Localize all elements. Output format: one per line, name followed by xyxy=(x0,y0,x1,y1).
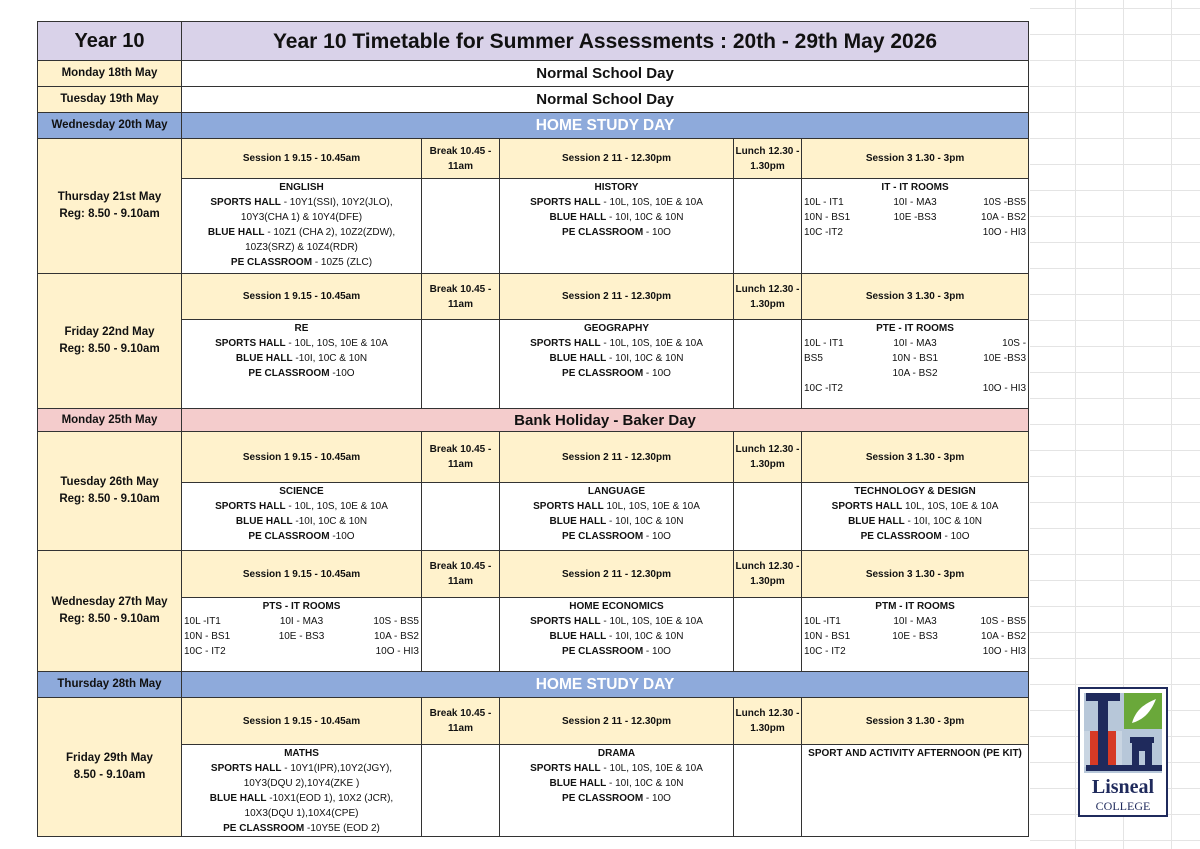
session-header-row xyxy=(38,432,1029,483)
home-study-banner: HOME STUDY DAY xyxy=(182,113,1029,139)
session-2-cell xyxy=(500,179,734,274)
session-3-cell xyxy=(802,179,1029,274)
day-label-line: Reg: 8.50 - 9.10am xyxy=(59,613,160,625)
break-cell xyxy=(422,179,500,274)
venue-name: SPORTS HALL xyxy=(210,763,282,774)
session-2-header: Session 2 11 - 12.30pm xyxy=(500,432,734,483)
venue-line xyxy=(182,791,421,806)
room-allocation-row xyxy=(802,195,1028,210)
venue-line xyxy=(182,195,421,210)
subject-title: LANGUAGE xyxy=(587,486,646,497)
day-label xyxy=(38,139,182,274)
day-label xyxy=(38,698,182,837)
subject-title: HOME ECONOMICS xyxy=(569,601,664,612)
session-3-header: Session 3 1.30 - 3pm xyxy=(802,139,1029,179)
day-label xyxy=(38,409,182,432)
session-2-header: Session 2 11 - 12.30pm xyxy=(500,698,734,745)
session-2-header: Session 2 11 - 12.30pm xyxy=(500,139,734,179)
room-allocation-row xyxy=(802,366,1028,381)
venue-classes: - 10L, 10S, 10E & 10A xyxy=(600,197,703,208)
venue-classes: 10X3(DQU 1),10X4(CPE) xyxy=(244,808,359,819)
venue-name: BLUE HALL xyxy=(549,353,607,364)
session-3-header: Session 3 1.30 - 3pm xyxy=(802,698,1029,745)
normal-day-banner: Normal School Day xyxy=(182,87,1029,113)
room-allocation: 10C -IT2 xyxy=(804,227,843,238)
venue-name: BLUE HALL xyxy=(207,227,265,238)
room-allocation: 10S - BS5 xyxy=(373,616,419,627)
session-2-cell xyxy=(500,483,734,551)
venue-name: BLUE HALL xyxy=(848,516,905,527)
lunch-cell xyxy=(734,179,802,274)
session-2-header: Session 2 11 - 12.30pm xyxy=(500,551,734,598)
session-3-header: Session 3 1.30 - 3pm xyxy=(802,432,1029,483)
session-body-row xyxy=(38,483,1029,551)
day-label-line: Reg: 8.50 - 9.10am xyxy=(59,493,160,505)
session-1-cell xyxy=(182,320,422,409)
room-allocation: 10E -BS3 xyxy=(983,353,1027,364)
normal-day-banner: Normal School Day xyxy=(182,61,1029,87)
subject-title: PTE - IT ROOMS xyxy=(876,323,954,334)
venue-line xyxy=(802,514,1028,529)
venue-classes: - 10L, 10S, 10E & 10A xyxy=(600,616,703,627)
venue-classes: - 10L, 10S, 10E & 10A xyxy=(285,501,388,512)
subject-title: HISTORY xyxy=(594,182,639,193)
day-label xyxy=(38,87,182,113)
lunch-header: Lunch 12.30 - 1.30pm xyxy=(734,551,802,598)
svg-text:COLLEGE: COLLEGE xyxy=(1095,799,1151,813)
break-cell xyxy=(422,745,500,837)
venue-line xyxy=(182,499,421,514)
break-header: Break 10.45 - 11am xyxy=(422,698,500,745)
session-header-row xyxy=(38,551,1029,598)
room-allocation-row xyxy=(802,629,1028,644)
day-label-line: Tuesday 19th May xyxy=(60,93,159,105)
session-3-cell xyxy=(802,320,1029,409)
venue-classes: - 10O xyxy=(643,227,671,238)
session-header-row xyxy=(38,139,1029,179)
day-label-line: Wednesday 27th May xyxy=(51,596,168,608)
room-allocation: 10I - MA3 xyxy=(893,616,937,627)
room-allocation-row xyxy=(802,381,1028,396)
subject-title: IT - IT ROOMS xyxy=(881,182,949,193)
venue-name: BLUE HALL xyxy=(549,212,607,223)
venue-line xyxy=(500,529,733,544)
day-row-bank xyxy=(38,409,1029,432)
venue-name: BLUE HALL xyxy=(549,631,607,642)
venue-classes: 10L, 10S, 10E & 10A xyxy=(902,501,999,512)
room-allocation: 10N - BS1 xyxy=(804,212,851,223)
venue-name: SPORTS HALL xyxy=(533,501,604,512)
room-allocation: 10A - BS2 xyxy=(981,212,1027,223)
lunch-cell xyxy=(734,483,802,551)
venue-line xyxy=(182,806,421,821)
session-1-header: Session 1 9.15 - 10.45am xyxy=(182,551,422,598)
subject-title: MATHS xyxy=(284,748,319,759)
room-allocation xyxy=(878,225,952,240)
room-allocation: BS5 xyxy=(804,353,823,364)
day-label-line: Friday 22nd May xyxy=(64,326,155,338)
session-header-row xyxy=(38,698,1029,745)
session-3-cell xyxy=(802,483,1029,551)
day-label xyxy=(38,672,182,698)
session-1-header: Session 1 9.15 - 10.45am xyxy=(182,139,422,179)
day-row-plain xyxy=(38,61,1029,87)
session-1-cell xyxy=(182,745,422,837)
venue-classes: - 10O xyxy=(643,646,671,657)
day-row-home xyxy=(38,672,1029,698)
venue-classes: - 10L, 10S, 10E & 10A xyxy=(600,338,703,349)
room-allocation-row xyxy=(802,225,1028,240)
subject-title: PTS - IT ROOMS xyxy=(262,601,341,612)
venue-line xyxy=(182,529,421,544)
room-allocation xyxy=(262,644,340,659)
venue-name: PE CLASSROOM xyxy=(230,257,313,268)
venue-classes: - 10Y1(SSI), 10Y2(JLO), xyxy=(280,197,393,208)
room-allocation: 10S - BS5 xyxy=(980,616,1027,627)
day-label-line: Friday 29th May xyxy=(66,752,153,764)
day-label xyxy=(38,274,182,409)
venue-line xyxy=(802,529,1028,544)
room-allocation: 10C - IT2 xyxy=(804,646,846,657)
venue-classes: - 10O xyxy=(643,793,671,804)
venue-name: SPORTS HALL xyxy=(530,763,601,774)
subject-title: SCIENCE xyxy=(279,486,324,497)
venue-name: SPORTS HALL xyxy=(210,197,281,208)
venue-line xyxy=(182,351,421,366)
venue-classes: - 10I, 10C & 10N xyxy=(606,212,684,223)
room-allocation xyxy=(804,366,878,381)
venue-classes: - 10Z1 (CHA 2), 10Z2(ZDW), xyxy=(264,227,396,238)
subject-title: GEOGRAPHY xyxy=(583,323,649,334)
room-allocation: 10L -IT1 xyxy=(184,616,221,627)
day-label-line: Tuesday 26th May xyxy=(60,476,159,488)
day-label-line: Monday 18th May xyxy=(61,67,158,79)
venue-line xyxy=(182,240,421,255)
room-allocation: 10S -BS5 xyxy=(983,197,1027,208)
venue-line xyxy=(182,514,421,529)
venue-classes: - 10O xyxy=(643,531,671,542)
session-1-header: Session 1 9.15 - 10.45am xyxy=(182,274,422,320)
venue-name: BLUE HALL xyxy=(549,516,607,527)
day-label xyxy=(38,551,182,672)
session-1-header: Session 1 9.15 - 10.45am xyxy=(182,432,422,483)
room-allocation: 10E - BS3 xyxy=(278,631,325,642)
venue-classes: - 10I, 10C & 10N xyxy=(606,353,684,364)
day-label-line: 8.50 - 9.10am xyxy=(73,769,146,781)
venue-line xyxy=(802,499,1028,514)
page-title: Year 10 Timetable for Summer Assessments : 20th - 29th May 2026 xyxy=(182,22,1029,61)
session-2-cell xyxy=(500,320,734,409)
venue-line xyxy=(500,761,733,776)
session-3-header: Session 3 1.30 - 3pm xyxy=(802,551,1029,598)
venue-name: PE CLASSROOM xyxy=(562,227,644,238)
day-label-line: Reg: 8.50 - 9.10am xyxy=(59,208,160,220)
room-allocation: 10A - BS2 xyxy=(892,368,938,379)
venue-classes: - 10I, 10C & 10N xyxy=(606,631,684,642)
room-allocation xyxy=(878,644,952,659)
session-1-cell xyxy=(182,483,422,551)
session-3-cell xyxy=(802,745,1029,837)
room-allocation: 10O - HI3 xyxy=(982,383,1027,394)
venue-line xyxy=(500,514,733,529)
venue-classes: - 10Z5 (ZLC) xyxy=(312,257,373,268)
venue-line xyxy=(500,225,733,240)
subject-title: DRAMA xyxy=(597,748,636,759)
break-cell xyxy=(422,320,500,409)
venue-classes: 10Y3(CHA 1) & 10Y4(DFE) xyxy=(240,212,363,223)
venue-name: BLUE HALL xyxy=(235,516,293,527)
day-row-plain xyxy=(38,87,1029,113)
room-allocation-row xyxy=(802,644,1028,659)
room-allocation-row xyxy=(802,351,1028,366)
lunch-header: Lunch 12.30 - 1.30pm xyxy=(734,432,802,483)
room-allocation: 10I - MA3 xyxy=(279,616,324,627)
room-allocation: 10N - BS1 xyxy=(891,353,939,364)
session-body-row xyxy=(38,745,1029,837)
break-header: Break 10.45 - 11am xyxy=(422,274,500,320)
subject-title: ENGLISH xyxy=(279,182,324,193)
venue-line xyxy=(500,210,733,225)
room-allocation: 10S - xyxy=(1002,338,1027,349)
title-row xyxy=(38,22,1029,61)
venue-name: PE CLASSROOM xyxy=(248,368,330,379)
room-allocation xyxy=(878,381,952,396)
session-body-row xyxy=(38,179,1029,274)
venue-name: BLUE HALL xyxy=(549,778,607,789)
venue-line xyxy=(182,821,421,836)
venue-classes: - 10I, 10C & 10N xyxy=(606,778,684,789)
room-allocation: 10I - MA3 xyxy=(893,338,937,349)
room-allocation: 10N - BS1 xyxy=(804,631,851,642)
venue-classes: - 10O xyxy=(941,531,970,542)
venue-name: SPORTS HALL xyxy=(530,338,601,349)
lunch-cell xyxy=(734,320,802,409)
room-allocation: 10L - IT1 xyxy=(804,338,844,349)
room-allocation-row xyxy=(802,336,1028,351)
venue-classes: - 10I, 10C & 10N xyxy=(606,516,684,527)
venue-line xyxy=(182,761,421,776)
venue-line xyxy=(182,210,421,225)
logo-crest-icon xyxy=(1080,689,1166,815)
lunch-header: Lunch 12.30 - 1.30pm xyxy=(734,139,802,179)
day-label-line: Thursday 28th May xyxy=(57,678,162,690)
svg-text:Lisneal: Lisneal xyxy=(1091,776,1155,798)
venue-classes: 10Z3(SRZ) & 10Z4(RDR) xyxy=(245,242,358,253)
room-allocation-row xyxy=(802,210,1028,225)
room-allocation: 10E - BS3 xyxy=(892,631,938,642)
bank-holiday-banner: Bank Holiday - Baker Day xyxy=(182,409,1029,432)
room-allocation-row xyxy=(182,614,421,629)
room-allocation: 10I - MA3 xyxy=(893,197,937,208)
session-1-cell xyxy=(182,179,422,274)
venue-line xyxy=(182,776,421,791)
day-label-line: Wednesday 20th May xyxy=(51,119,168,131)
lisneal-college-logo xyxy=(1078,687,1168,817)
venue-line xyxy=(182,225,421,240)
venue-classes: - 10I, 10C & 10N xyxy=(904,516,982,527)
room-allocation: 10O - HI3 xyxy=(375,646,419,657)
day-label-line: Monday 25th May xyxy=(61,413,158,426)
session-2-cell xyxy=(500,745,734,837)
session-1-header: Session 1 9.15 - 10.45am xyxy=(182,698,422,745)
room-allocation: 10A - BS2 xyxy=(981,631,1027,642)
venue-name: SPORTS HALL xyxy=(215,501,286,512)
session-body-row xyxy=(38,320,1029,409)
venue-name: SPORTS HALL xyxy=(530,197,601,208)
venue-classes: -10O xyxy=(329,531,355,542)
lunch-header: Lunch 12.30 - 1.30pm xyxy=(734,698,802,745)
day-label xyxy=(38,61,182,87)
home-study-banner: HOME STUDY DAY xyxy=(182,672,1029,698)
venue-name: PE CLASSROOM xyxy=(562,646,644,657)
venue-classes: - 10Y1(IPR),10Y2(JGY), xyxy=(281,763,393,774)
subject-title: RE xyxy=(294,323,309,334)
day-label-line: Reg: 8.50 - 9.10am xyxy=(59,343,160,355)
session-3-header: Session 3 1.30 - 3pm xyxy=(802,274,1029,320)
room-allocation-row xyxy=(802,614,1028,629)
venue-classes: -10O xyxy=(329,368,355,379)
venue-classes: -10X1(EOD 1), 10X2 (JCR), xyxy=(266,793,394,804)
venue-line xyxy=(500,366,733,381)
venue-classes: - 10L, 10S, 10E & 10A xyxy=(285,338,388,349)
day-label xyxy=(38,432,182,551)
venue-line xyxy=(500,629,733,644)
venue-name: SPORTS HALL xyxy=(215,338,286,349)
room-allocation: 10O - HI3 xyxy=(982,227,1027,238)
room-allocation xyxy=(952,366,1026,381)
break-header: Break 10.45 - 11am xyxy=(422,432,500,483)
venue-classes: 10L, 10S, 10E & 10A xyxy=(603,501,700,512)
session-2-cell xyxy=(500,598,734,672)
venue-classes: - 10L, 10S, 10E & 10A xyxy=(600,763,703,774)
lunch-cell xyxy=(734,598,802,672)
subject-title: PTM - IT ROOMS xyxy=(875,601,955,612)
venue-name: PE CLASSROOM xyxy=(562,793,644,804)
room-allocation: 10E -BS3 xyxy=(893,212,937,223)
day-label xyxy=(38,113,182,139)
venue-name: SPORTS HALL xyxy=(530,616,601,627)
break-header: Break 10.45 - 11am xyxy=(422,551,500,598)
day-label-line: Thursday 21st May xyxy=(57,191,162,203)
venue-name: PE CLASSROOM xyxy=(860,531,942,542)
venue-name: BLUE HALL xyxy=(209,793,267,804)
venue-classes: - 10O xyxy=(643,368,671,379)
venue-name: BLUE HALL xyxy=(235,353,293,364)
room-allocation: 10O - HI3 xyxy=(982,646,1027,657)
venue-line xyxy=(500,791,733,806)
venue-line xyxy=(500,195,733,210)
break-cell xyxy=(422,598,500,672)
venue-name: PE CLASSROOM xyxy=(248,531,330,542)
session-2-header: Session 2 11 - 12.30pm xyxy=(500,274,734,320)
venue-name: PE CLASSROOM xyxy=(223,823,305,834)
timetable xyxy=(37,21,1029,837)
venue-name: PE CLASSROOM xyxy=(562,531,644,542)
session-body-row xyxy=(38,598,1029,672)
room-allocation-row xyxy=(182,629,421,644)
venue-classes: -10I, 10C & 10N xyxy=(292,353,368,364)
break-header: Break 10.45 - 11am xyxy=(422,139,500,179)
venue-classes: 10Y3(DQU 2),10Y4(ZKE ) xyxy=(243,778,360,789)
room-allocation: 10C -IT2 xyxy=(804,383,843,394)
room-allocation-row xyxy=(182,644,421,659)
room-allocation: 10L - IT1 xyxy=(804,197,844,208)
venue-name: PE CLASSROOM xyxy=(562,368,644,379)
room-allocation: 10L -IT1 xyxy=(804,616,841,627)
venue-line xyxy=(500,644,733,659)
year-label: Year 10 xyxy=(38,22,182,61)
lunch-header: Lunch 12.30 - 1.30pm xyxy=(734,274,802,320)
venue-line xyxy=(500,499,733,514)
lunch-cell xyxy=(734,745,802,837)
subject-title: TECHNOLOGY & DESIGN xyxy=(854,486,976,497)
venue-line xyxy=(182,366,421,381)
venue-line xyxy=(500,614,733,629)
day-row-home xyxy=(38,113,1029,139)
venue-line xyxy=(182,255,421,270)
room-allocation: 10A - BS2 xyxy=(373,631,419,642)
venue-line xyxy=(500,351,733,366)
session-1-cell xyxy=(182,598,422,672)
room-allocation: 10N - BS1 xyxy=(184,631,231,642)
session-3-cell xyxy=(802,598,1029,672)
session-header-row xyxy=(38,274,1029,320)
break-cell xyxy=(422,483,500,551)
venue-classes: -10Y5E (EOD 2) xyxy=(304,823,380,834)
venue-line xyxy=(500,776,733,791)
venue-line xyxy=(500,336,733,351)
venue-classes: -10I, 10C & 10N xyxy=(292,516,368,527)
subject-title: SPORT AND ACTIVITY AFTERNOON (PE KIT) xyxy=(808,748,1022,759)
venue-name: SPORTS HALL xyxy=(831,501,903,512)
room-allocation: 10C - IT2 xyxy=(184,646,226,657)
venue-line xyxy=(182,336,421,351)
